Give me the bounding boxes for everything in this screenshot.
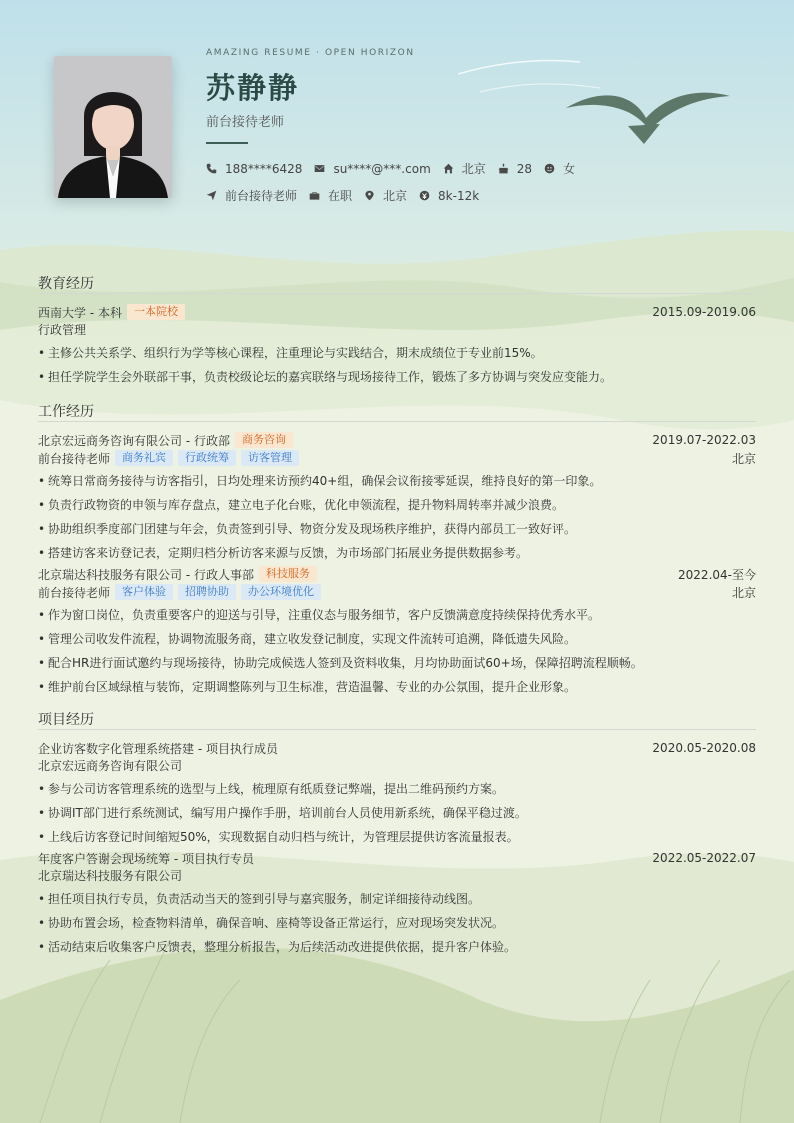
- project-date: 2022.05-2022.07: [652, 851, 756, 865]
- job-city: 北京: [731, 585, 756, 600]
- job-city: 北京: [731, 451, 756, 466]
- section-divider: [38, 293, 756, 294]
- gender-text: 女: [563, 162, 576, 176]
- list-item: • 负责行政物资的申领与库存盘点，建立电子化台账，优化申领流程，提升物料周转率并减少浪费。: [38, 493, 756, 517]
- job-intent-row: [206, 187, 491, 204]
- list-item: • 维护前台区域绿植与装饰，定期调整陈列与卫生标准，营造温馨、专业的办公氛围，提升企业形象。: [38, 675, 756, 699]
- project-name: 企业访客数字化管理系统搭建 - 项目执行成员: [38, 741, 278, 756]
- home-icon: [443, 163, 454, 174]
- list-item: • 担任项目执行专员，负责活动当天的签到引导与嘉宾服务，制定详细接待动线图。: [38, 887, 756, 911]
- project-entry-head: [38, 739, 756, 757]
- industry-tag: 科技服务: [259, 566, 317, 582]
- list-item: • 活动结束后收集客户反馈表，整理分析报告，为后续活动改进提供依据，提升客户体验。: [38, 935, 756, 959]
- section-title: 教育经历: [38, 276, 94, 292]
- job-entry: [38, 565, 756, 699]
- work-section: [38, 401, 756, 699]
- salary-text: 8k-12k: [438, 188, 480, 203]
- job-entry-head: [38, 565, 756, 583]
- target-role-item: [206, 187, 297, 204]
- header-divider: [206, 142, 248, 144]
- age-item: [498, 162, 532, 176]
- email-icon: [314, 163, 325, 174]
- list-item: • 协调IT部门进行系统测试，编写用户操作手册，培训前台人员使用新系统，确保平稳过渡。: [38, 801, 756, 825]
- school-name: 西南大学 - 本科: [38, 305, 122, 320]
- phone-text: 188****6428: [225, 161, 303, 176]
- education-section: [38, 273, 756, 389]
- candidate-role: 前台接待老师: [206, 115, 285, 130]
- skill-tag: 商务礼宾: [115, 450, 173, 466]
- phone-icon: [206, 163, 217, 174]
- job-bullets: [38, 469, 756, 565]
- skill-tag: 访客管理: [241, 450, 299, 466]
- job-date: 2022.04-至今: [678, 567, 756, 582]
- skill-tag: 招聘协助: [178, 584, 236, 600]
- list-item: • 搭建访客来访登记表，定期归档分析访客来源与反馈，为市场部门拓展业务提供数据参考。: [38, 541, 756, 565]
- education-bullets: [38, 341, 756, 389]
- email-item: [314, 162, 430, 176]
- job-entry-head: [38, 431, 756, 449]
- list-item: • 上线后访客登记时间缩短50%，实现数据自动归档与统计，为管理层提供访客流量报表。: [38, 825, 756, 849]
- gender-icon: [544, 163, 555, 174]
- location-icon: [364, 190, 375, 201]
- project-bullets: [38, 887, 756, 959]
- profile-photo: [54, 56, 172, 198]
- list-item: • 主修公共关系学、组织行为学等核心课程，注重理论与实践结合，期末成绩位于专业前15%。: [38, 341, 756, 365]
- list-item: • 协助布置会场，检查物料清单，确保音响、座椅等设备正常运行，应对现场突发状况。: [38, 911, 756, 935]
- job-entry-sub: [38, 449, 756, 467]
- section-divider: [38, 421, 756, 422]
- target-city-item: [364, 187, 407, 204]
- list-item: • 配合HR进行面试邀约与现场接待，协助完成候选人签到及资料收集，月均协助面试60+场，保障招聘流程顺畅。: [38, 651, 756, 675]
- status-text: 在职: [328, 189, 353, 203]
- company-name: 北京宏远商务咨询有限公司 - 行政部: [38, 433, 230, 448]
- email-text: su****@***.com: [333, 161, 431, 176]
- cake-icon: [498, 163, 509, 174]
- skill-tag: 行政统筹: [178, 450, 236, 466]
- list-item: • 担任学院学生会外联部干事，负责校级论坛的嘉宾联络与现场接待工作，锻炼了多方协调与突发应变能力。: [38, 365, 756, 389]
- list-item: • 作为窗口岗位，负责重要客户的迎送与引导，注重仪态与服务细节，客户反馈满意度持续保持优秀水平。: [38, 603, 756, 627]
- project-entry-head: [38, 849, 756, 867]
- job-entry-sub: [38, 583, 756, 601]
- list-item: • 参与公司访客管理系统的选型与上线，梳理原有纸质登记弊端，提出二维码预约方案。: [38, 777, 756, 801]
- gender-item: [544, 160, 575, 177]
- industry-tag: 商务咨询: [235, 432, 293, 448]
- phone-item: [206, 162, 302, 176]
- project-org: 北京宏远商务咨询有限公司: [38, 759, 183, 773]
- list-item: • 管理公司收发件流程，协调物流服务商，建立收发登记制度，实现文件流转可追溯，降低遗失风险。: [38, 627, 756, 651]
- project-name: 年度客户答谢会现场统筹 - 项目执行专员: [38, 851, 254, 866]
- hometown-text: 北京: [461, 162, 486, 176]
- list-item: • 统筹日常商务接待与访客指引，日均处理来访预约40+组，确保会议衔接零延误，维持良好的第一印象。: [38, 469, 756, 493]
- project-org: 北京瑞达科技服务有限公司: [38, 869, 183, 883]
- job-bullets: [38, 603, 756, 699]
- job-position: 前台接待老师: [38, 585, 111, 600]
- contact-info-row: [206, 160, 587, 177]
- projects-section: [38, 709, 756, 959]
- status-item: [309, 187, 352, 204]
- major: 行政管理: [38, 323, 87, 337]
- project-entry: [38, 739, 756, 849]
- hometown-item: [443, 160, 486, 177]
- salary-icon: [419, 190, 430, 201]
- job-date: 2019.07-2022.03: [652, 433, 756, 447]
- target-city-text: 北京: [383, 189, 408, 203]
- target-role-text: 前台接待老师: [225, 189, 298, 203]
- section-divider: [38, 729, 756, 730]
- list-item: • 协助组织季度部门团建与年会，负责签到引导、物资分发及现场秩序维护，获得内部员工一致好评。: [38, 517, 756, 541]
- section-title: 工作经历: [38, 404, 94, 420]
- briefcase-icon: [309, 190, 320, 201]
- education-date: 2015.09-2019.06: [652, 305, 756, 319]
- resume-tagline: AMAZING RESUME · OPEN HORIZON: [206, 48, 415, 58]
- job-position: 前台接待老师: [38, 451, 111, 466]
- send-icon: [206, 190, 217, 201]
- project-entry: [38, 849, 756, 959]
- school-tag: 一本院校: [127, 304, 185, 320]
- project-bullets: [38, 777, 756, 849]
- skill-tag: 客户体验: [115, 584, 173, 600]
- education-entry-head: [38, 303, 756, 321]
- skill-tag: 办公环境优化: [241, 584, 321, 600]
- company-name: 北京瑞达科技服务有限公司 - 行政人事部: [38, 567, 254, 582]
- salary-item: [419, 189, 479, 203]
- age-text: 28: [516, 161, 533, 176]
- job-entry: [38, 431, 756, 565]
- candidate-name: 苏静静: [206, 71, 300, 105]
- project-date: 2020.05-2020.08: [652, 741, 756, 755]
- section-title: 项目经历: [38, 712, 94, 728]
